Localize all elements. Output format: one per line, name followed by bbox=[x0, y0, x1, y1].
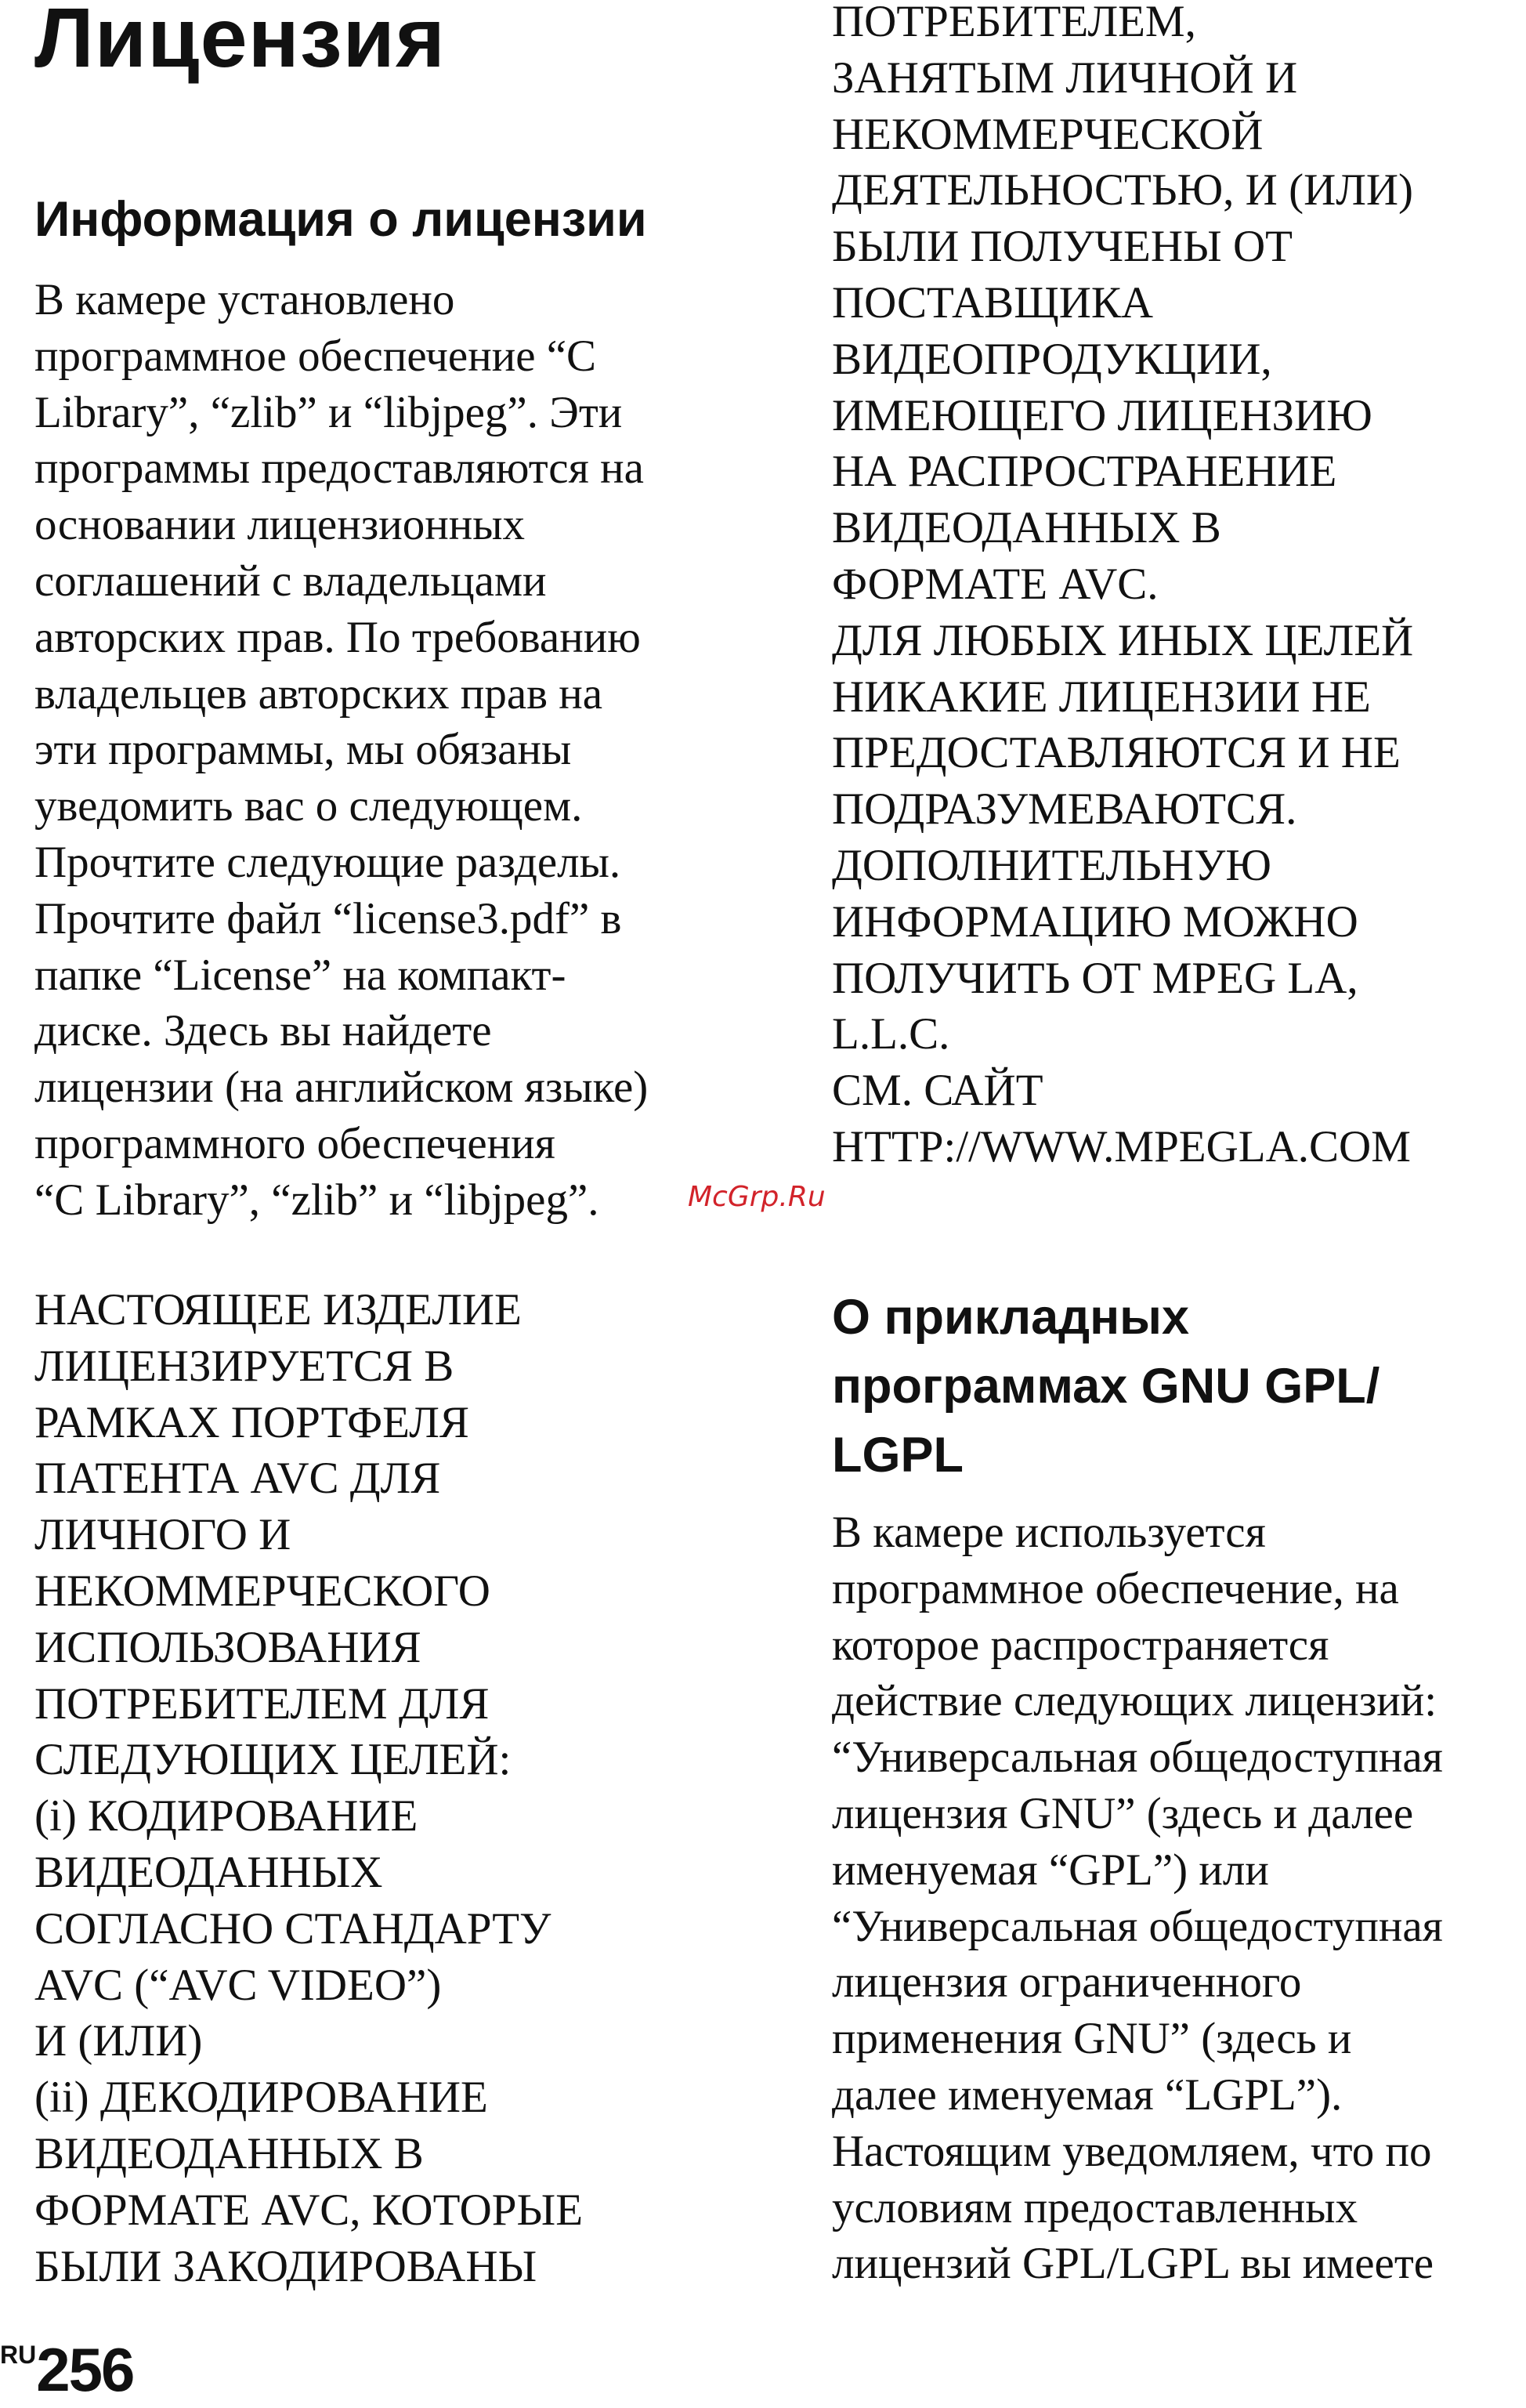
text-line: именуемая “GPL”) или bbox=[832, 1845, 1269, 1895]
text-line: СЛЕДУЮЩИХ ЦЕЛЕЙ: bbox=[34, 1735, 512, 1785]
text-line: основании лицензионных bbox=[34, 500, 526, 550]
text-line: ДЕЯТЕЛЬНОСТЬЮ, И (ИЛИ) bbox=[832, 165, 1414, 215]
text-line: “Универсальная общедоступная bbox=[832, 1733, 1443, 1783]
text-line: ИМЕЮЩЕГО ЛИЦЕНЗИЮ bbox=[832, 390, 1372, 440]
gnu-gpl-heading bbox=[832, 1283, 1380, 1490]
text-line: НЕКОММЕРЧЕСКОЙ bbox=[832, 109, 1264, 159]
text-line: НАСТОЯЩЕЕ ИЗДЕЛИЕ bbox=[34, 1285, 522, 1334]
text-line: ФОРМАТЕ AVC. bbox=[832, 559, 1159, 609]
avc-license-notice-continued bbox=[832, 0, 1413, 1175]
page-title: Лицензия bbox=[34, 0, 446, 85]
license-info-heading: Информация о лицензии bbox=[34, 192, 647, 247]
text-line: лицензия ограниченного bbox=[832, 1957, 1302, 2008]
text-line: соглашений с владельцами bbox=[34, 556, 547, 606]
text-line: ПАТЕНТА AVC ДЛЯ bbox=[34, 1454, 441, 1504]
text-line: применения GNU” (здесь и bbox=[832, 2014, 1352, 2064]
text-line: БЫЛИ ЗАКОДИРОВАНЫ bbox=[34, 2241, 537, 2291]
page-number-value: 256 bbox=[36, 2335, 134, 2404]
text-line: лицензий GPL/LGPL вы имеете bbox=[832, 2239, 1434, 2289]
text-line: лицензия GNU” (здесь и далее bbox=[832, 1788, 1414, 1838]
language-code: RU bbox=[0, 2341, 37, 2369]
text-line: ПРЕДОСТАВЛЯЮТСЯ И НЕ bbox=[832, 728, 1401, 778]
text-line: ПОСТАВЩИКА bbox=[832, 277, 1154, 328]
text-line: НА РАСПРОСТРАНЕНИЕ bbox=[832, 447, 1337, 497]
text-line: уведомить вас о следующем. bbox=[34, 781, 583, 831]
text-line: ПОДРАЗУМЕВАЮТСЯ. bbox=[832, 784, 1297, 835]
text-line: которое распространяется bbox=[832, 1620, 1329, 1670]
text-line: ДОПОЛНИТЕЛЬНУЮ bbox=[832, 840, 1271, 890]
text-line: диске. Здесь вы найдете bbox=[34, 1006, 492, 1056]
license-intro-paragraph bbox=[34, 272, 648, 1229]
text-line: Прочтите следующие разделы. bbox=[34, 837, 621, 887]
text-line: программного обеспечения bbox=[34, 1118, 555, 1168]
text-line: ПОТРЕБИТЕЛЕМ, bbox=[832, 0, 1196, 46]
text-line: СОГЛАСНО СТАНДАРТУ bbox=[34, 1903, 551, 1954]
text-line: НИКАКИЕ ЛИЦЕНЗИИ НЕ bbox=[832, 672, 1371, 722]
avc-license-notice bbox=[34, 1282, 583, 2294]
text-line: РАМКАХ ПОРТФЕЛЯ bbox=[34, 1397, 469, 1447]
text-line: ИНФОРМАЦИЮ МОЖНО bbox=[832, 896, 1358, 947]
text-line: программы предоставляются на bbox=[34, 444, 644, 494]
text-line: НЕКОММЕРЧЕСКОГО bbox=[34, 1566, 490, 1616]
text-line: AVC (“AVC VIDEO”) bbox=[34, 1960, 442, 2010]
gnu-gpl-paragraph bbox=[832, 1505, 1443, 2292]
text-line: программное обеспечение, на bbox=[832, 1563, 1399, 1613]
text-line: условиям предоставленных bbox=[832, 2182, 1358, 2232]
text-line: БЫЛИ ПОЛУЧЕНЫ ОТ bbox=[832, 222, 1293, 272]
text-line: ИСПОЛЬЗОВАНИЯ bbox=[34, 1622, 421, 1672]
text-line: папке “License” на компакт- bbox=[34, 950, 566, 1000]
page-number bbox=[0, 2335, 134, 2404]
text-line: ВИДЕОПРОДУКЦИИ, bbox=[832, 334, 1272, 384]
heading-line: программах GNU GPL/ bbox=[832, 1359, 1380, 1414]
heading-line: О прикладных bbox=[832, 1290, 1190, 1345]
text-line: ДЛЯ ЛЮБЫХ ИНЫХ ЦЕЛЕЙ bbox=[832, 615, 1414, 665]
text-line: “C Library”, “zlib” и “libjpeg”. bbox=[34, 1175, 599, 1225]
text-line: ЛИЧНОГО И bbox=[34, 1510, 291, 1560]
text-line: лицензии (на английском языке) bbox=[34, 1063, 649, 1113]
text-line: ФОРМАТЕ AVC, КОТОРЫЕ bbox=[34, 2185, 584, 2235]
text-line: HTTP://WWW.MPEGLA.COM bbox=[832, 1121, 1411, 1171]
text-line: Прочтите файл “license3.pdf” в bbox=[34, 893, 622, 943]
text-line: Настоящим уведомляем, что по bbox=[832, 2126, 1432, 2176]
text-line: действие следующих лицензий: bbox=[832, 1676, 1437, 1726]
text-line: ПОЛУЧИТЬ ОТ MPEG LA, bbox=[832, 953, 1358, 1003]
text-line: ВИДЕОДАННЫХ bbox=[34, 1847, 383, 1897]
text-line: ЗАНЯТЫМ ЛИЧНОЙ И bbox=[832, 53, 1298, 103]
text-line: ЛИЦЕНЗИРУЕТСЯ В bbox=[34, 1341, 454, 1391]
text-line: L.L.C. bbox=[832, 1009, 950, 1059]
text-line: ПОТРЕБИТЕЛЕМ ДЛЯ bbox=[34, 1678, 490, 1729]
text-line: (ii) ДЕКОДИРОВАНИЕ bbox=[34, 2073, 488, 2123]
text-line: ВИДЕОДАННЫХ В bbox=[34, 2128, 424, 2178]
watermark: McGrp.Ru bbox=[688, 1181, 826, 1213]
text-line: В камере используется bbox=[832, 1508, 1266, 1557]
text-line: ВИДЕОДАННЫХ В bbox=[832, 503, 1221, 553]
text-line: программное обеспечение “C bbox=[34, 331, 597, 381]
text-line: СМ. САЙТ bbox=[832, 1066, 1043, 1116]
text-line: И (ИЛИ) bbox=[34, 2016, 203, 2066]
text-line: “Универсальная общедоступная bbox=[832, 1901, 1443, 1951]
text-line: авторских прав. По требованию bbox=[34, 612, 641, 662]
heading-line: LGPL bbox=[832, 1428, 964, 1483]
text-line: Library”, “zlib” и “libjpeg”. Эти bbox=[34, 387, 623, 437]
text-line: далее именуемая “LGPL”). bbox=[832, 2069, 1343, 2120]
text-line: (i) КОДИРОВАНИЕ bbox=[34, 1791, 418, 1841]
text-line: владельцев авторских прав на bbox=[34, 668, 603, 719]
text-line: В камере установлено bbox=[34, 275, 455, 324]
text-line: эти программы, мы обязаны bbox=[34, 725, 572, 775]
